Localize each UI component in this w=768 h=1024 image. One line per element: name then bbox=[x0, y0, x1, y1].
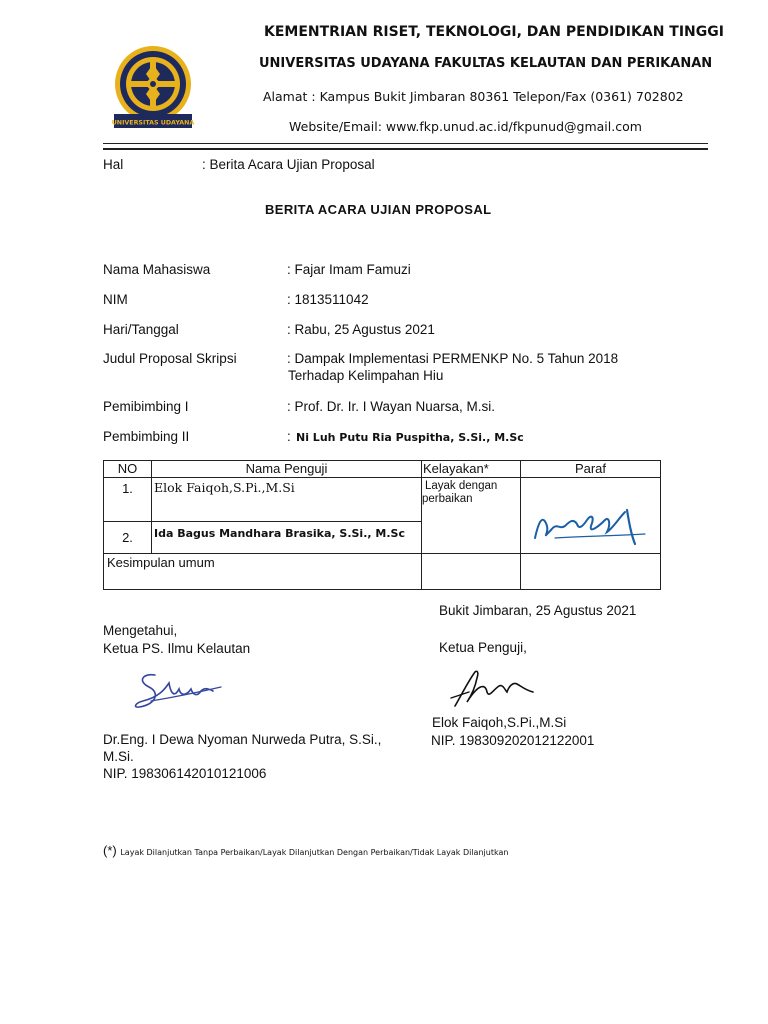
university-logo bbox=[110, 44, 196, 132]
field-value-nim: : 1813511042 bbox=[287, 292, 369, 307]
field-label-nim: NIM bbox=[103, 292, 128, 307]
table-cell-kelayakan: Layak dengan perbaikan bbox=[422, 478, 521, 554]
table-header-no: NO bbox=[104, 461, 152, 478]
field-value-judul: : Dampak Implementasi PERMENKP No. 5 Tahun 2018 bbox=[287, 351, 619, 366]
header-rule-top bbox=[103, 143, 708, 144]
kaprodi-signature-icon bbox=[125, 667, 235, 717]
header-rule-bottom bbox=[103, 148, 708, 150]
table-row-kesimpulan bbox=[104, 554, 661, 590]
footnote-marker: (*) bbox=[103, 843, 117, 858]
udayana-emblem-icon bbox=[110, 44, 196, 132]
place-date: Bukit Jimbaran, 25 Agustus 2021 bbox=[439, 603, 637, 618]
field-label-pembimbing-1: Pemibimbing I bbox=[103, 399, 189, 414]
table-header-paraf: Paraf bbox=[521, 461, 661, 478]
table-cell-no: 1. bbox=[104, 478, 152, 522]
field-label-tanggal: Hari/Tanggal bbox=[103, 322, 179, 337]
header-address: Alamat : Kampus Bukit Jimbaran 80361 Telepon/Fax (0361) 702802 bbox=[263, 89, 684, 104]
left-sign-line2: Ketua PS. Ilmu Kelautan bbox=[103, 641, 251, 656]
table-cell-nama: Ida Bagus Mandhara Brasika, S.Si., M.Sc bbox=[152, 522, 422, 554]
hal-value: : Berita Acara Ujian Proposal bbox=[202, 157, 375, 172]
left-sign-line1: Mengetahui, bbox=[103, 623, 178, 638]
penguji-table bbox=[103, 460, 661, 590]
examiner-signature-icon bbox=[525, 500, 665, 546]
footnote-text: Layak Dilanjutkan Tanpa Perbaikan/Layak Dilanjutkan Dengan Perbaikan/Tidak Layak Dilanjutkan bbox=[120, 848, 509, 857]
footnote bbox=[103, 843, 508, 858]
table-header-nama: Nama Penguji bbox=[152, 461, 422, 478]
field-value-judul-line2: Terhadap Kelimpahan Hiu bbox=[288, 368, 444, 383]
header-university: UNIVERSITAS UDAYANA FAKULTAS KELAUTAN DAN PERIKANAN bbox=[259, 56, 713, 71]
left-sign-name-line2: M.Si. bbox=[103, 749, 134, 764]
right-sign-name: Elok Faiqoh,S.Pi.,M.Si bbox=[432, 715, 567, 730]
svg-text:UNIVERSITAS UDAYANA: UNIVERSITAS UDAYANA bbox=[111, 119, 195, 127]
header-website: Website/Email: www.fkp.unud.ac.id/fkpunud@gmail.com bbox=[289, 119, 642, 134]
table-cell-kesimpulan-kelayakan bbox=[422, 554, 521, 590]
ketua-penguji-signature-icon bbox=[447, 662, 557, 712]
table-header-row bbox=[104, 461, 661, 478]
field-value-nama: : Fajar Imam Famuzi bbox=[287, 262, 411, 277]
right-sign-line1: Ketua Penguji, bbox=[439, 640, 527, 655]
right-sign-nip: NIP. 198309202012122001 bbox=[431, 733, 595, 748]
header-ministry: KEMENTRIAN RISET, TEKNOLOGI, DAN PENDIDIKAN TINGGI bbox=[264, 24, 724, 40]
field-value-pembimbing-2-colon: : bbox=[287, 429, 291, 444]
field-value-pembimbing-2: Ni Luh Putu Ria Puspitha, S.Si., M.Sc bbox=[296, 431, 524, 444]
field-label-judul: Judul Proposal Skripsi bbox=[103, 351, 237, 366]
field-label-pembimbing-2: Pembimbing II bbox=[103, 429, 190, 444]
table-row bbox=[104, 478, 661, 522]
field-value-pembimbing-1: : Prof. Dr. Ir. I Wayan Nuarsa, M.si. bbox=[287, 399, 496, 414]
table-cell-kesimpulan: Kesimpulan umum bbox=[104, 554, 422, 590]
table-header-kelayakan: Kelayakan* bbox=[422, 461, 521, 478]
left-sign-nip: NIP. 198306142010121006 bbox=[103, 766, 267, 781]
hal-label: Hal bbox=[103, 157, 124, 172]
document-title: BERITA ACARA UJIAN PROPOSAL bbox=[265, 202, 492, 217]
left-sign-name: Dr.Eng. I Dewa Nyoman Nurweda Putra, S.Si., bbox=[103, 732, 382, 747]
table-cell-nama: Elok Faiqoh,S.Pi.,M.Si bbox=[152, 478, 422, 522]
table-cell-kesimpulan-paraf bbox=[521, 554, 661, 590]
table-cell-paraf bbox=[521, 478, 661, 554]
field-value-tanggal: : Rabu, 25 Agustus 2021 bbox=[287, 322, 435, 337]
table-cell-no: 2. bbox=[104, 522, 152, 554]
field-label-nama: Nama Mahasiswa bbox=[103, 262, 211, 277]
